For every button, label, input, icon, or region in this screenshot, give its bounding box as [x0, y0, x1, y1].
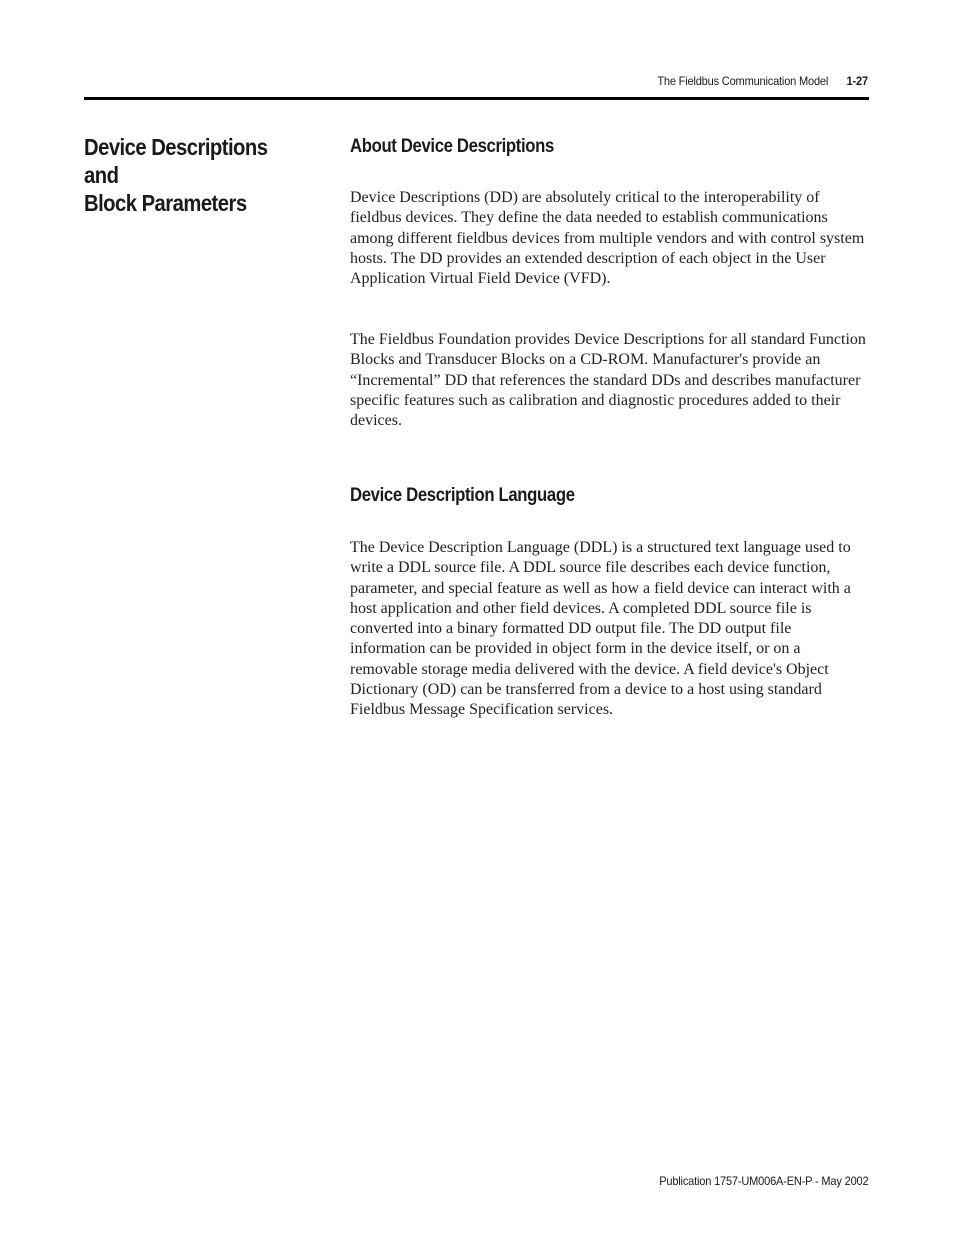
device-description-language-heading: Device Description Language — [350, 485, 575, 506]
running-header — [657, 74, 868, 88]
about-paragraph-1: Device Descriptions (DD) are absolutely critical to the interoperability of fieldbus devices. They define the data needed to establish communications among different fieldbus devices from multiple vendors and with control system hosts. The DD provides an extended description of each object in the User Application Virtual Field Device (VFD). — [350, 189, 865, 288]
publication-footer: Publication 1757-UM006A-EN-P - May 2002 — [658, 1174, 868, 1188]
section-title: Device Descriptions and Block Parameters — [84, 134, 268, 216]
about-paragraph-2: The Fieldbus Foundation provides Device Descriptions for all standard Function Blocks and Transducer Blocks on a CD-ROM. Manufacturer's provide an “Incremental” DD that references the standard DDs and describes manufacturer specific features such as calibration and diagnostic procedures added to their devices. — [350, 331, 866, 430]
chapter-title: The Fieldbus Communication Model — [657, 74, 829, 88]
about-device-descriptions-heading: About Device Descriptions — [350, 136, 554, 157]
page-number: 1-27 — [846, 74, 868, 88]
header-divider — [84, 97, 869, 100]
ddl-paragraph-1: The Device Description Language (DDL) is a structured text language used to write a DDL source file. A DDL source file describes each device function, parameter, and special feature as well as how a field device can interact with a host application and other field devices. A completed DDL source file is converted into a binary formatted DD output file. The DD output file information can be provided in object form in the device itself, or on a removable storage media delivered with the device. A field device's Object Dictionary (OD) can be transferred from a device to a host using standard Fieldbus Message Specification services. — [350, 539, 851, 719]
